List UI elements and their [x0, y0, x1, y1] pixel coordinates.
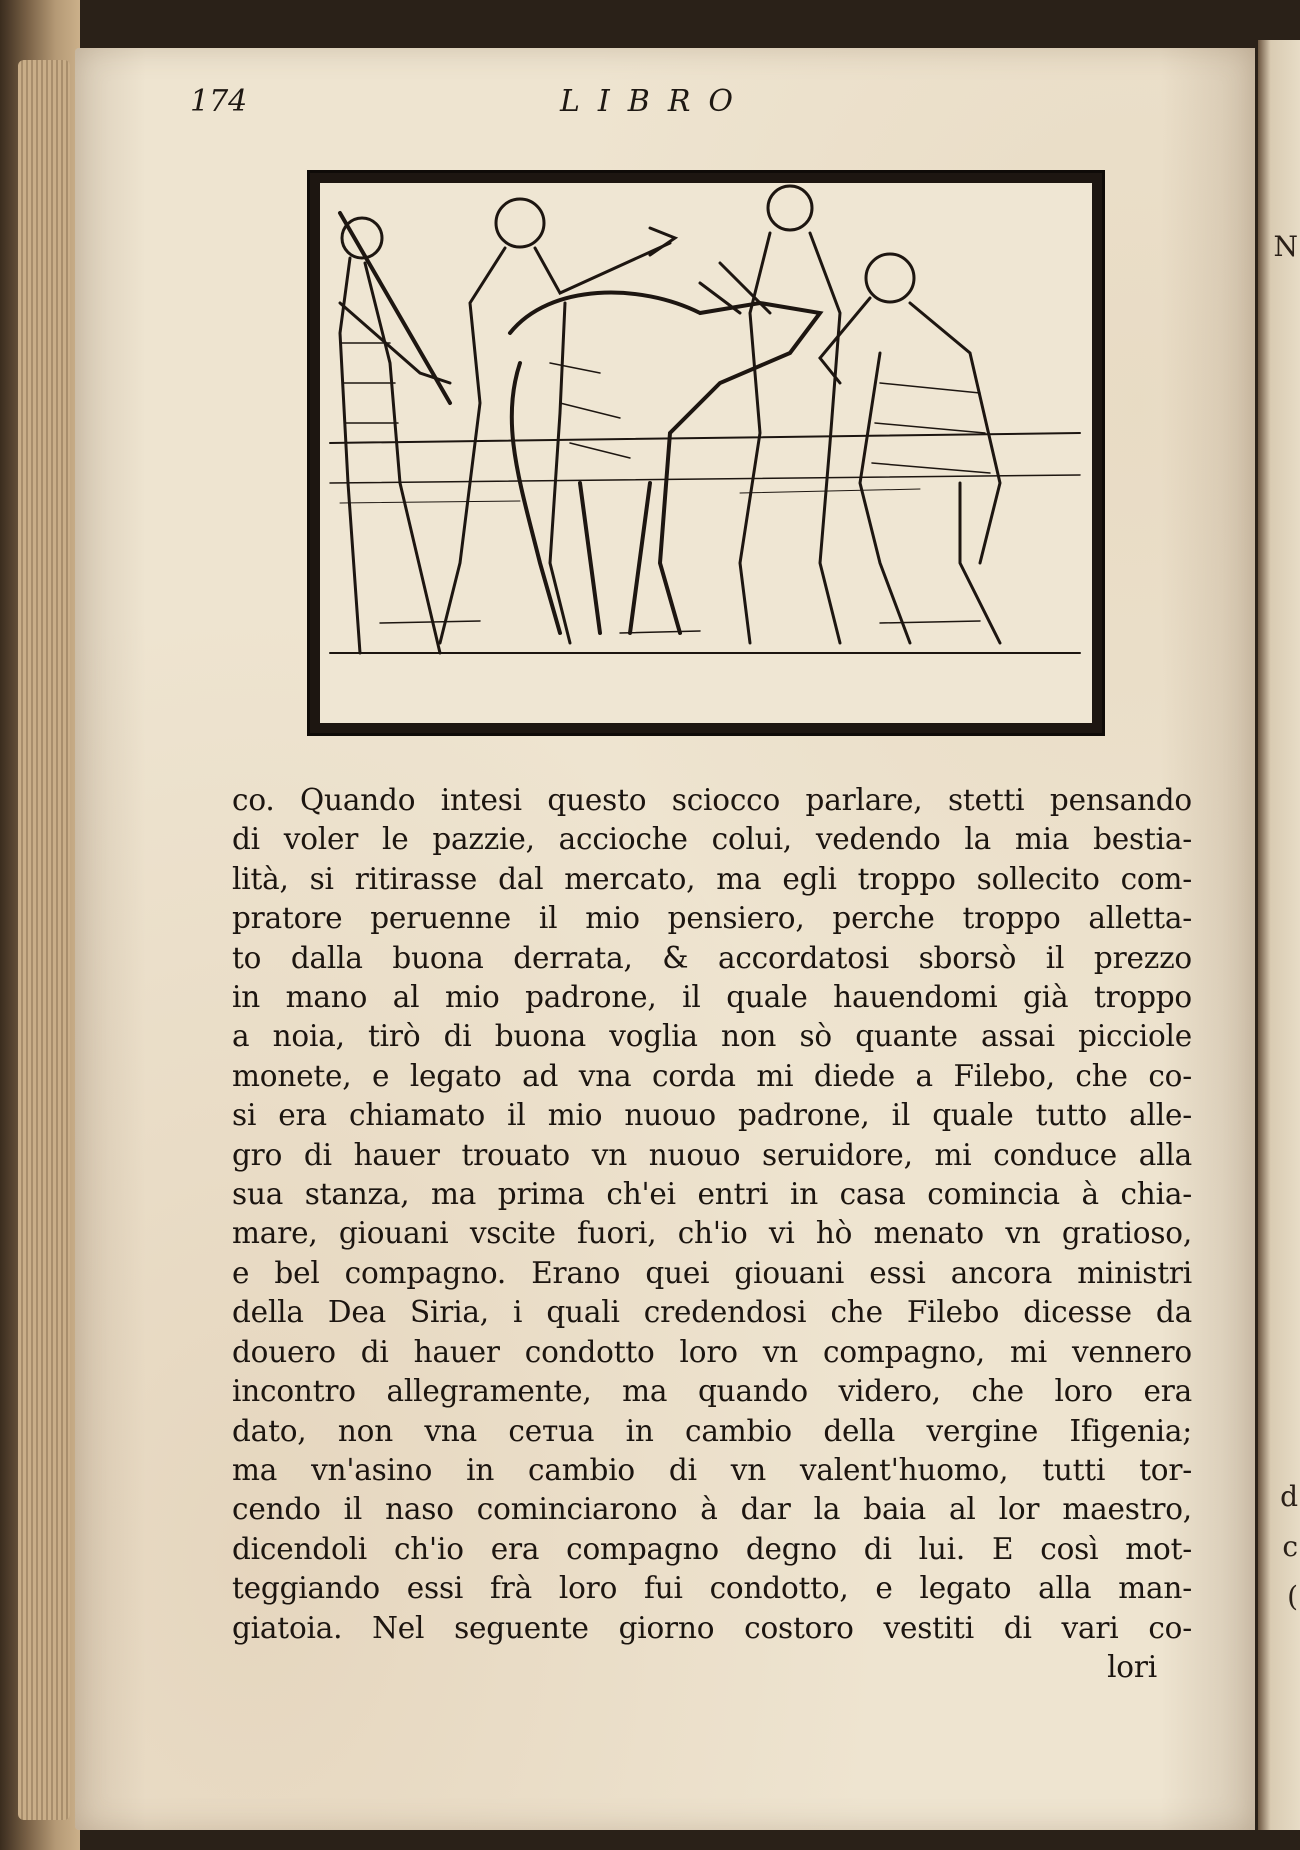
text-line: in mano al mio padrone, il quale hauendomi già troppo: [232, 980, 1192, 1015]
text-line: co. Quando intesi questo sciocco parlare, stetti pensando: [232, 783, 1192, 817]
text-line: dicendoli ch'io era compagno degno di lui. E così mot-: [232, 1531, 1192, 1566]
text-line: teggiando essi frà loro fui condotto, e legato alla man-: [232, 1571, 1192, 1606]
next-page-fragment: N: [1273, 230, 1298, 263]
text-line: della Dea Siria, i quali credendosi che Filebo dicesse da: [232, 1295, 1192, 1330]
page-header: [0, 84, 1300, 124]
catchword: lori: [1107, 1649, 1157, 1684]
page-number: 174: [190, 84, 248, 119]
text-line: giatoia. Nel seguente giorno costoro vestiti di vari co-: [232, 1610, 1192, 1645]
text-line: cendo il naso cominciarono à dar la baia al lor maestro,: [232, 1492, 1192, 1527]
woodcut-illustration-icon: [307, 170, 1105, 736]
page-fore-edge: [18, 60, 70, 1820]
text-line: monete, e legato ad vna corda mi diede a Filebo, che co-: [232, 1058, 1192, 1093]
text-line: gro di hauer trouato vn nuouo seruidore, mi conduce alla: [232, 1137, 1192, 1172]
text-line: a noia, tirò di buona voglia non sò quante assai picciole: [232, 1019, 1192, 1054]
text-line: dato, non vna ceтua in cambio della vergine Ifigenia;: [232, 1413, 1192, 1448]
next-page-fragment: (: [1287, 1580, 1298, 1613]
text-line: sua stanza, ma prima ch'ei entri in casa comincia à chia-: [232, 1177, 1192, 1212]
text-line: douero di hauer condotto loro vn compagno, mi vennero: [232, 1334, 1192, 1369]
text-line: ma vn'asino in cambio di vn valent'huomo, tutti tor-: [232, 1452, 1192, 1487]
text-line: pratore peruenne il mio pensiero, perche troppo allettа-: [232, 901, 1192, 936]
woodcut-scene: [320, 183, 1092, 723]
text-line: incontro allegramente, ma quando videro, che loro era: [232, 1374, 1192, 1409]
running-title: LIBRO: [560, 84, 752, 119]
book-spine-edge: [0, 0, 80, 1850]
text-line: si era chiamato il mio nuouo padrone, il quale tutto alle-: [232, 1098, 1192, 1133]
body-text: [232, 781, 1192, 1687]
text-line: mare, giouani vscite fuori, ch'io vi hò menato vn gratioso,: [232, 1216, 1192, 1251]
text-line: e bel compagno. Erano quei giouani essi ancora ministri: [232, 1255, 1192, 1290]
text-line: to dalla buona derrata, & accordatosi sborsò il prezzo: [232, 940, 1192, 975]
next-page-fragment: c: [1282, 1530, 1298, 1563]
next-page-edge: [1258, 40, 1300, 1830]
text-line: di voler le pazzie, accioche colui, vedendo la mia bestia-: [232, 822, 1192, 857]
text-line: lità, si ritirasse dal mercato, ma egli troppo sollecito com-: [232, 861, 1192, 896]
next-page-fragment: d: [1280, 1480, 1298, 1513]
